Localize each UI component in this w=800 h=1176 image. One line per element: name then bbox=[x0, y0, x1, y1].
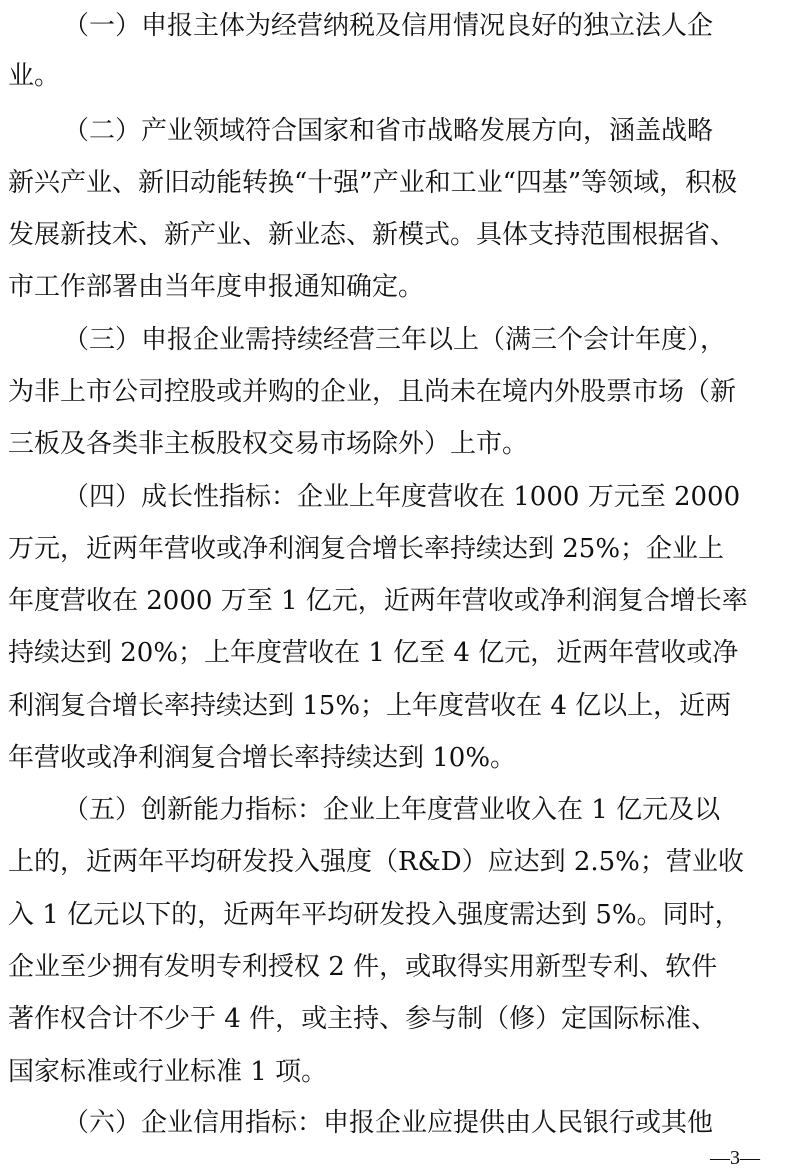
paragraph-4-line-3: 年度营收在 2000 万至 1 亿元，近两年营收或净利润复合增长率 bbox=[8, 586, 748, 616]
paragraph-4-line-1: （四）成长性指标：企业上年度营收在 1000 万元至 2000 bbox=[63, 482, 741, 512]
paragraph-6-line-1: （六）企业信用指标：申报企业应提供由人民银行或其他 bbox=[63, 1108, 714, 1138]
paragraph-5-line-1: （五）创新能力指标：企业上年度营业收入在 1 亿元及以 bbox=[63, 795, 721, 825]
paragraph-3-line-3: 三板及各类非主板股权交易市场除外）上市。 bbox=[8, 429, 529, 459]
paragraph-5-line-6: 国家标准或行业标准 1 项。 bbox=[8, 1057, 328, 1087]
paragraph-2-line-3: 发展新技术、新产业、新业态、新模式。具体支持范围根据省、 bbox=[8, 220, 737, 250]
paragraph-4-line-4: 持续达到 20%；上年度营收在 1 亿至 4 亿元，近两年营收或净 bbox=[8, 638, 739, 668]
paragraph-4-line-2: 万元，近两年营收或净利润复合增长率持续达到 25%；企业上 bbox=[8, 534, 725, 564]
paragraph-2-line-1: （二）产业领域符合国家和省市战略发展方向，涵盖战略 bbox=[63, 116, 714, 146]
paragraph-5-line-5: 著作权合计不少于 4 件，或主持、参与制（修）定国际标准、 bbox=[8, 1004, 718, 1034]
paragraph-5-line-2: 上的，近两年平均研发投入强度（R&D）应达到 2.5%；营业收 bbox=[8, 847, 744, 877]
paragraph-1-line-2: 业。 bbox=[8, 61, 61, 91]
paragraph-5-line-3: 入 1 亿元以下的，近两年平均研发投入强度需达到 5%。同时， bbox=[8, 900, 741, 930]
paragraph-3-line-1: （三）申报企业需持续经营三年以上（满三个会计年度）， bbox=[63, 325, 727, 355]
page-number: —3— bbox=[710, 1147, 760, 1169]
paragraph-4-line-5: 利润复合增长率持续达到 15%；上年度营收在 4 亿以上，近两 bbox=[8, 691, 732, 721]
paragraph-3-line-2: 为非上市公司控股或并购的企业，且尚未在境内外股票市场（新 bbox=[8, 377, 737, 407]
paragraph-1-line-1: （一）申报主体为经营纳税及信用情况良好的独立法人企 bbox=[63, 11, 714, 41]
paragraph-4-line-6: 年营收或净利润复合增长率持续达到 10%。 bbox=[8, 743, 517, 773]
paragraph-2-line-2: 新兴产业、新旧动能转换“十强”产业和工业“四基”等领域，积极 bbox=[8, 168, 738, 198]
paragraph-2-line-4: 市工作部署由当年度申报通知确定。 bbox=[8, 272, 425, 302]
paragraph-5-line-4: 企业至少拥有发明专利授权 2 件，或取得实用新型专利、软件 bbox=[8, 952, 718, 982]
